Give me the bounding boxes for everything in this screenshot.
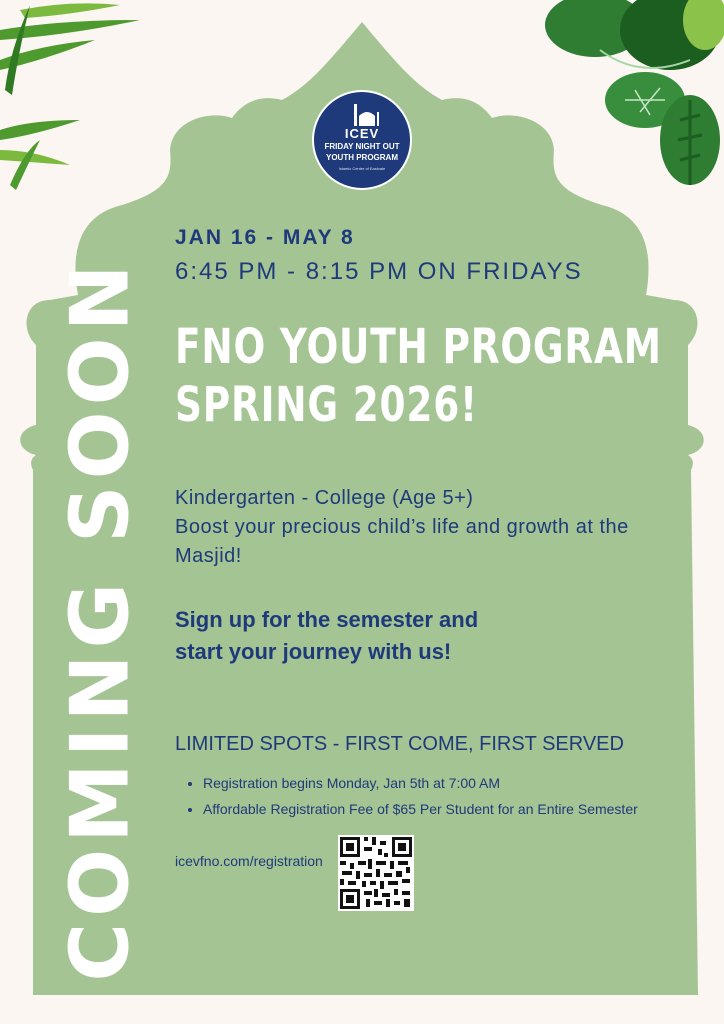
icev-logo: [312, 90, 412, 190]
description-text: Boost your precious child’s life and growth at the Masjid!: [175, 516, 629, 567]
limited-spots-heading: LIMITED SPOTS - FIRST COME, FIRST SERVED: [175, 733, 624, 755]
description: [175, 484, 675, 571]
mosque-icon: [347, 102, 381, 126]
signup-line2: start your journey with us!: [175, 639, 452, 664]
qr-code[interactable]: [338, 835, 414, 911]
details-list: [185, 770, 638, 822]
page-title: [175, 318, 662, 434]
list-item: • Affordable Registration Fee of $65 Per Student for an Entire Semester: [203, 796, 638, 822]
logo-line2: YOUTH PROGRAM: [326, 153, 398, 162]
program-dates: JAN 16 - MAY 8: [175, 226, 355, 249]
signup-line1: Sign up for the semester and: [175, 607, 479, 632]
logo-line1: FRIDAY NIGHT OUT: [324, 142, 400, 151]
coming-soon-banner: COMING SOON: [53, 258, 147, 982]
title-line2: SPRING 2026!: [175, 377, 478, 433]
logo-tagline: Islamic Center of Eastvale: [338, 166, 386, 171]
program-time: 6:45 PM - 8:15 PM ON FRIDAYS: [175, 258, 583, 285]
list-item: • Registration begins Monday, Jan 5th at 7:00 AM: [203, 770, 638, 796]
title-line1: FNO YOUTH PROGRAM: [175, 319, 662, 375]
logo-org: ICEV: [344, 126, 380, 141]
description-age: Kindergarten - College (Age 5+): [175, 487, 474, 509]
signup-cta: [175, 604, 655, 668]
registration-link[interactable]: icevfno.com/registration: [175, 853, 323, 869]
